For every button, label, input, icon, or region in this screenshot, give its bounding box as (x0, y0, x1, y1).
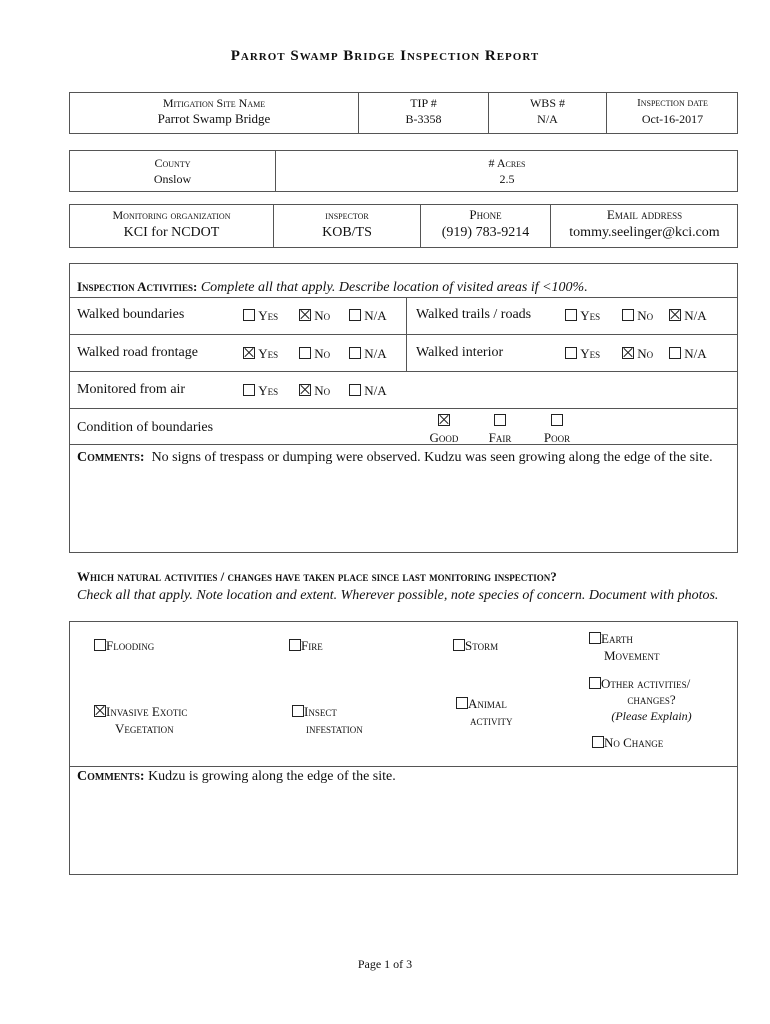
checked-checkbox-icon (669, 309, 681, 321)
inspector-value: KOB/TS (322, 225, 372, 240)
tip-label: TIP # (410, 96, 437, 110)
inspector-label: inspector (325, 208, 369, 222)
walked-trails-no[interactable]: No (622, 308, 653, 324)
phone-value: (919) 783-9214 (441, 225, 530, 240)
acres-label: # Acres (488, 156, 526, 170)
walked-trails-yes[interactable]: Yes (565, 308, 600, 324)
natural-comments (77, 768, 732, 785)
monitored-from-air-na[interactable]: N/A (349, 383, 387, 399)
walked-road-frontage-na[interactable]: N/A (349, 346, 387, 362)
email-value: tommy.seelinger@kci.com (569, 225, 720, 240)
wbs-label: WBS # (529, 96, 565, 110)
walked-road-frontage-yes[interactable]: Yes (243, 346, 278, 362)
monitored-from-air-no[interactable]: No (299, 383, 330, 399)
other-activities-option[interactable]: Other activities/ changes? (Please Explain) (589, 676, 714, 724)
inspection-heading: Inspection Activities: Complete all that apply. Describe location of visited areas if <100%. (77, 279, 588, 295)
checkbox-icon (299, 347, 311, 359)
walked-road-frontage-label: Walked road frontage (77, 345, 198, 360)
county-label: County (154, 156, 191, 170)
walked-interior-no[interactable]: No (622, 346, 653, 362)
walked-boundaries-na[interactable]: N/A (349, 308, 387, 324)
invasive-exotic-vegetation-option[interactable]: Invasive Exotic Vegetation (94, 703, 187, 737)
checked-checkbox-icon (438, 414, 450, 426)
inspection-date: Oct-16-2017 (641, 112, 704, 126)
natural-activities-instructions: Check all that apply. Note location and extent. Wherever possible, note species of concern. Document with photos. (77, 588, 719, 603)
checked-checkbox-icon (94, 705, 106, 717)
checked-checkbox-icon (622, 347, 634, 359)
checkbox-icon (565, 347, 577, 359)
checkbox-icon (589, 632, 601, 644)
condition-of-boundaries-label: Condition of boundaries (77, 420, 214, 435)
flooding-option[interactable]: Flooding (94, 638, 154, 654)
walked-trails-na[interactable]: N/A (669, 308, 707, 324)
checked-checkbox-icon (299, 384, 311, 396)
checkbox-icon (349, 347, 361, 359)
checkbox-icon (292, 705, 304, 717)
checkbox-icon (349, 384, 361, 396)
email-label: Email address (606, 207, 683, 222)
checked-checkbox-icon (243, 347, 255, 359)
walked-interior-label: Walked interior (416, 345, 504, 360)
county-value: Onslow (153, 172, 192, 186)
tip-value: B-3358 (405, 112, 442, 126)
org-value: KCI for NCDOT (123, 225, 220, 240)
checkbox-icon (289, 639, 301, 651)
earth-movement-option[interactable]: Earth Movement (589, 630, 660, 664)
mitigation-site-name: Parrot Swamp Bridge (157, 111, 271, 126)
fire-option[interactable]: Fire (289, 638, 323, 654)
checkbox-icon (94, 639, 106, 651)
org-label: Monitoring organization (112, 208, 231, 222)
phone-label: Phone (469, 207, 502, 222)
checkbox-icon (565, 309, 577, 321)
checkbox-icon (243, 384, 255, 396)
wbs-value: N/A (537, 112, 558, 126)
animal-activity-option[interactable]: Animal activity (456, 695, 513, 729)
condition-fair[interactable]: Fair (480, 412, 520, 446)
insect-infestation-option[interactable]: Insect infestation (292, 703, 363, 737)
checked-checkbox-icon (299, 309, 311, 321)
checkbox-icon (349, 309, 361, 321)
checkbox-icon (669, 347, 681, 359)
inspection-comments (77, 449, 732, 466)
walked-interior-na[interactable]: N/A (669, 346, 707, 362)
walked-boundaries-yes[interactable]: Yes (243, 308, 278, 324)
condition-poor[interactable]: Poor (537, 412, 577, 446)
checkbox-icon (592, 736, 604, 748)
walked-trails-label: Walked trails / roads (416, 307, 532, 322)
condition-good[interactable]: Good (424, 412, 464, 446)
acres-value: 2.5 (499, 172, 515, 186)
checkbox-icon (243, 309, 255, 321)
walked-interior-yes[interactable]: Yes (565, 346, 600, 362)
walked-boundaries-label: Walked boundaries (77, 307, 185, 322)
monitored-from-air-yes[interactable]: Yes (243, 383, 278, 399)
comments-label: Comments: (77, 450, 145, 465)
checkbox-icon (456, 697, 468, 709)
checkbox-icon (494, 414, 506, 426)
checkbox-icon (551, 414, 563, 426)
checkbox-icon (589, 677, 601, 689)
storm-option[interactable]: Storm (453, 638, 498, 654)
comments-label: Comments: (77, 769, 145, 784)
mitigation-site-name-label: Mitigation Site Name (162, 96, 266, 110)
walked-boundaries-no[interactable]: No (299, 308, 330, 324)
natural-comments-text: Kudzu is growing along the edge of the site. (148, 769, 396, 784)
inspection-comments-text: No signs of trespass or dumping were observed. Kudzu was seen growing along the edge of the site. (151, 450, 713, 465)
inspection-date-label: Inspection date (637, 97, 708, 109)
monitored-from-air-label: Monitored from air (77, 382, 186, 397)
page-title: Parrot Swamp Bridge Inspection Report (230, 48, 540, 64)
natural-activities-heading: Which natural activities / changes have taken place since last monitoring inspection? (77, 569, 557, 584)
checkbox-icon (622, 309, 634, 321)
page-number: Page 1 of 3 (357, 957, 413, 971)
checkbox-icon (453, 639, 465, 651)
no-change-option[interactable]: No Change (592, 735, 663, 751)
walked-road-frontage-no[interactable]: No (299, 346, 330, 362)
